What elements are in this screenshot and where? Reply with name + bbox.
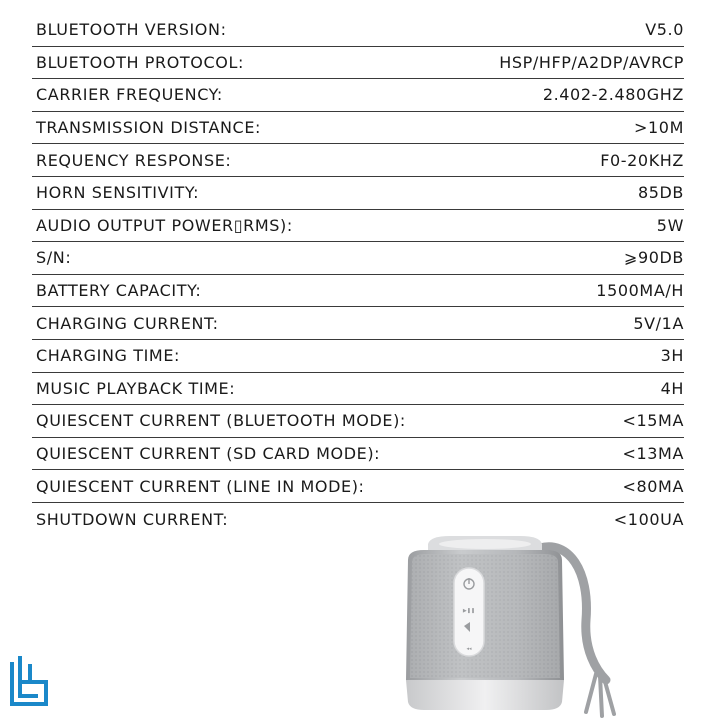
spec-label: CARRIER FREQUENCY:: [36, 85, 223, 105]
spec-value: V5.0: [645, 20, 684, 40]
spec-value: 4H: [660, 378, 684, 398]
spec-row: [32, 210, 684, 243]
svg-text:▶❚❚: ▶❚❚: [462, 608, 476, 614]
spec-value: 5V/1A: [633, 313, 684, 333]
spec-value: 2.402-2.480GHZ: [542, 85, 684, 105]
spec-value: F0-20KHZ: [600, 150, 684, 170]
spec-label: S/N:: [36, 248, 72, 268]
spec-value: 1500MA/H: [596, 281, 684, 301]
brand-logo-icon: [8, 656, 52, 708]
spec-row: [32, 177, 684, 210]
spec-table: [32, 14, 684, 536]
spec-label: MUSIC PLAYBACK TIME:: [36, 378, 236, 398]
spec-label: SHUTDOWN CURRENT:: [36, 509, 229, 529]
spec-value: <80MA: [622, 476, 684, 496]
spec-row: [32, 14, 684, 47]
spec-value: 3H: [660, 346, 684, 366]
spec-label: QUIESCENT CURRENT (BLUETOOTH MODE):: [36, 411, 406, 431]
spec-row: [32, 470, 684, 503]
spec-row: [32, 275, 684, 308]
spec-label: HORN SENSITIVITY:: [36, 183, 200, 203]
spec-value: ⩾90DB: [623, 248, 684, 268]
spec-label: AUDIO OUTPUT POWER▯RMS):: [36, 215, 293, 235]
spec-row: [32, 112, 684, 145]
spec-value: <15MA: [622, 411, 684, 431]
spec-label: REQUENCY RESPONSE:: [36, 150, 232, 170]
spec-label: QUIESCENT CURRENT (LINE IN MODE):: [36, 476, 365, 496]
spec-row: [32, 47, 684, 80]
spec-row: [32, 340, 684, 373]
spec-label: BATTERY CAPACITY:: [36, 281, 202, 301]
spec-value: <100UA: [613, 509, 684, 529]
spec-value: HSP/HFP/A2DP/AVRCP: [499, 52, 684, 72]
spec-value: >10M: [634, 118, 684, 138]
spec-label: QUIESCENT CURRENT (SD CARD MODE):: [36, 444, 381, 464]
spec-label: BLUETOOTH PROTOCOL:: [36, 52, 244, 72]
spec-label: CHARGING CURRENT:: [36, 313, 219, 333]
spec-label: BLUETOOTH VERSION:: [36, 20, 227, 40]
spec-value: 85DB: [637, 183, 684, 203]
spec-row: [32, 405, 684, 438]
bluetooth-speaker-icon: [390, 530, 640, 720]
svg-text:◂◂: ◂◂: [466, 646, 472, 652]
spec-label: CHARGING TIME:: [36, 346, 181, 366]
spec-row: [32, 242, 684, 275]
spec-value: 5W: [656, 215, 684, 235]
spec-label: TRANSMISSION DISTANCE:: [36, 118, 262, 138]
spec-row: [32, 438, 684, 471]
spec-row: [32, 373, 684, 406]
spec-row: [32, 144, 684, 177]
spec-row: [32, 307, 684, 340]
spec-value: <13MA: [622, 444, 684, 464]
spec-row: [32, 79, 684, 112]
